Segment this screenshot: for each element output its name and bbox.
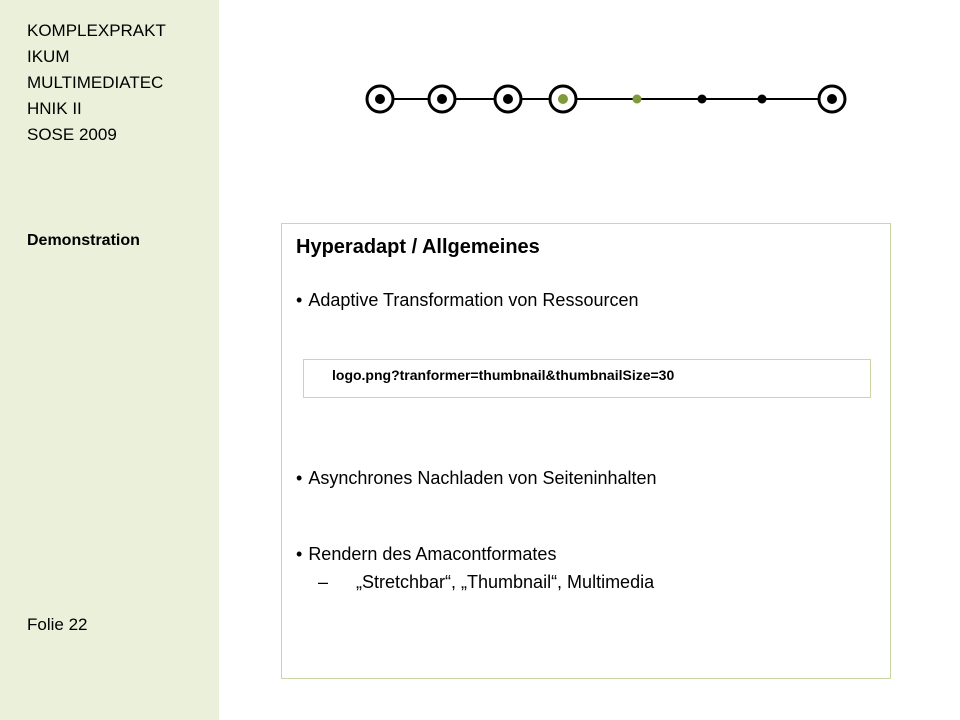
progress-step [495,86,521,112]
section-label: Demonstration [27,232,140,249]
course-title [27,18,207,148]
course-title-line: HNIK II [27,99,82,118]
progress-step [367,86,393,112]
slide-number: Folie 22 [27,615,88,634]
slide-heading: Hyperadapt / Allgemeines [296,236,540,258]
progress-step [429,86,455,112]
course-title-line: KOMPLEXPRAKT [27,21,166,40]
bullet-item [296,468,657,489]
bullet-dot: • [296,544,303,564]
content-box [281,223,891,679]
bullet-item [296,544,556,565]
sub-bullet-item [318,572,654,593]
bullet-dot: • [296,468,303,488]
course-title-line: SOSE 2009 [27,125,117,144]
progress-step [819,86,845,112]
code-example-box [303,359,871,398]
bullet-text: Adaptive Transformation von Ressourcen [308,290,639,310]
bullet-text: Asynchrones Nachladen von Seiteninhalten [308,468,657,488]
course-title-line: IKUM [27,47,70,66]
sub-bullet-text: „Stretchbar“, „Thumbnail“, Multimedia [356,572,655,592]
progress-step [698,95,707,104]
progress-step [633,95,642,104]
progress-step [758,95,767,104]
course-title-line: MULTIMEDIATEC [27,73,164,92]
bullet-text: Rendern des Amacontformates [308,544,557,564]
progress-step [550,86,576,112]
code-example: logo.png?tranformer=thumbnail&thumbnailSize=30 [332,367,675,383]
sidebar [0,0,219,720]
progress-timeline [350,70,870,130]
bullet-dot: • [296,290,303,310]
bullet-item [296,290,638,311]
sub-bullet-dash: – [318,572,329,592]
